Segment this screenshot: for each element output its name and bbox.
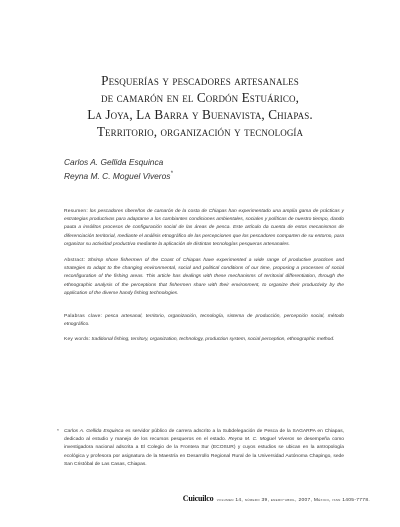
keywords-text: pesca artesanal, territorio, organización, tecnología, sistema de producción, percepción social, método etnográfico. [64, 314, 345, 328]
title-line: La Joya, La Barra y Buenavista, Chiapas. [87, 107, 313, 122]
author-name: Carlos A. Gellida Esquinca [64, 157, 164, 167]
abstract-spanish [64, 208, 344, 249]
abstract-label: Abstract: [64, 258, 86, 263]
keywords-english [64, 336, 344, 344]
keywords-spanish [64, 313, 344, 329]
keywords-label: Palabras clave: [64, 314, 103, 319]
footnote-text: es servidor público de carrera adscrito a la Subdelegación de Pesca de la SAGARPA en Chiapas, dedicado al estudio y manejo de los recursos pesqueros en el estado. [64, 429, 345, 443]
article-title [40, 72, 360, 140]
abstract-text: Shrimp shore fishermen of the Coast of Chiapas have experimented a wide range of productive practices and strategies to adapt to the changing environmental, social and political conditions of our time, proposing a processes of social reconfiguration of the fishing areas. This article has dealings with these mechanisms of territorial differentiation, through the ethnographic analysis of the perceptions that fishermen share with their environment, to organize their productivity by the application of the diverse handy fishing technologies. [64, 258, 345, 296]
journal-info: volumen 14, número 39, enero-abril, 2007, México, issn 1405-7778. [216, 498, 370, 503]
authors [64, 156, 173, 182]
abstract-text: los pescadores ribereños de camarón de la costa de Chiapas han experimentado una amplia gama de prácticas y estrategias productivas para adaptarse a los cambiantes condiciones ambientales, sociales y políticas de nuestro tiempo, dando pauta a insólitos procesos de configuración social de las áreas de pesca. Este artículo da cuenta de estos mecanismos de diferenciación territorial, mediante el análisis etnográfico de las percepciones que los pescadores comparten de su entorno, para organizar su actividad productiva mediante la aplicación de distintas tecnologías pesqueras artesanales. [64, 209, 344, 247]
title-line: de camarón en el Cordón Estuárico, [100, 90, 300, 105]
footnote-marker: * [57, 429, 59, 434]
title-line: Territorio, organización y tecnología [96, 124, 304, 139]
author-footnote [57, 428, 345, 469]
journal-footer [183, 494, 370, 503]
author-name: Reyna M. C. Moguel Viveros [64, 170, 171, 181]
footnote-author-name: Reyna M. C. Moguel Viveros [228, 437, 295, 443]
footnote-author-name: Carlos A. Gellida Esquinca [64, 429, 124, 434]
abstract-english [64, 257, 344, 298]
keywords-text: traditional fishing, territory, organization, technology, production system, social perception, ethnographic method. [91, 337, 335, 342]
author-entry [64, 168, 173, 182]
footnote-text: se desempeña como investigadora nacional adscrita a El Colegio de la Frontera Sur (ECOSUR) y cuyos estudios se ubican en la antropología ecológica y profesora por asignatura de la Maestría en Desarrollo Regional Rural de la Universidad Autónoma Chapingo, sede San Cristóbal de Las Casas, Chiapas. [64, 437, 345, 467]
abstract-label: Resumen: [64, 209, 88, 214]
keywords-label: Key words: [64, 337, 91, 342]
journal-logo: Cuicuilco [182, 494, 214, 503]
title-line: Pesquerías y pescadores artesanales [101, 73, 299, 88]
footnote-marker: * [170, 171, 173, 177]
